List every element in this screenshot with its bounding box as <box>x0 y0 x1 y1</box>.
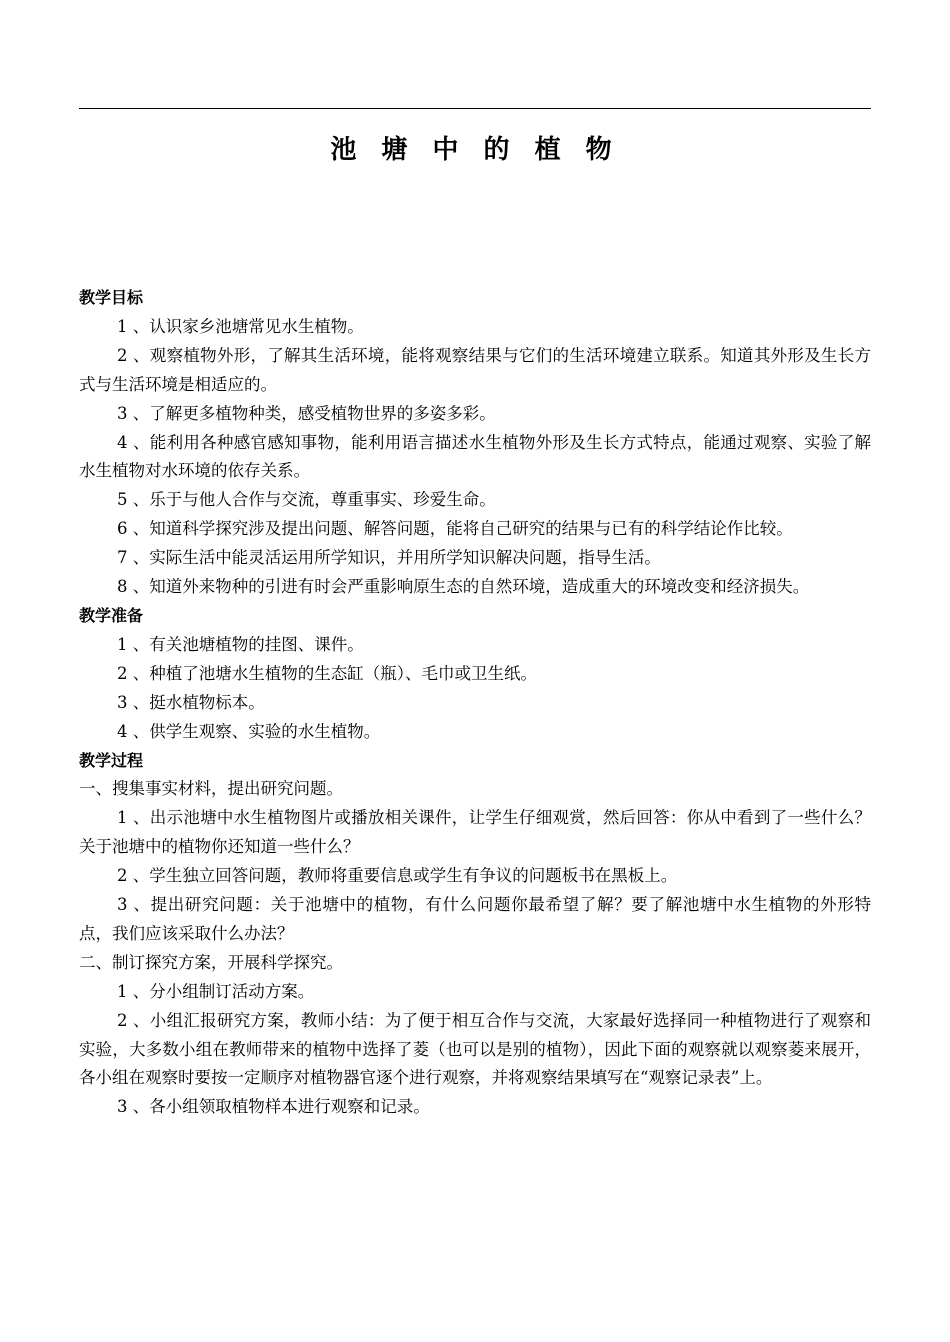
goal-item: 5 、乐于与他人合作与交流，尊重事实、珍爱生命。 <box>117 490 496 510</box>
process-item: 3 、提出研究问题：关于池塘中的植物，有什么问题你最希望了解？要了解池塘中水生植物的外形特点，我们应该采取什么办法？ <box>79 895 871 943</box>
goal-item: 4 、能利用各种感官感知事物，能利用语言描述水生植物外形及生长方式特点，能通过观察、实验了解水生植物对水环境的依存关系。 <box>79 432 871 481</box>
goal-item: 2 、观察植物外形，了解其生活环境，能将观察结果与它们的生活环境建立联系。知道其外形及生长方式与生活环境是相适应的。 <box>79 345 871 394</box>
goal-item: 7 、实际生活中能灵活运用所学知识，并用所学知识解决问题，指导生活。 <box>117 548 661 568</box>
preparation-item: 1 、有关池塘植物的挂图、课件。 <box>117 634 364 654</box>
section-heading-process: 教学过程 <box>79 750 144 770</box>
header-rule <box>79 108 871 109</box>
process-item: 2 、学生独立回答问题，教师将重要信息或学生有争议的问题板书在黑板上。 <box>117 866 678 886</box>
section-heading-preparation: 教学准备 <box>79 605 144 625</box>
preparation-item: 3 、挺水植物标本。 <box>117 692 265 712</box>
goal-item: 3 、了解更多植物种类，感受植物世界的多姿多彩。 <box>117 403 496 423</box>
process-item: 3 、各小组领取植物样本进行观察和记录。 <box>117 1097 430 1117</box>
document-title: 池 塘 中 的 植 物 <box>330 135 620 165</box>
process-item: 1 、分小组制订活动方案。 <box>117 981 315 1001</box>
goal-item: 8 、知道外来物种的引进有时会严重影响原生态的自然环境，造成重大的环境改变和经济损失。 <box>117 577 810 597</box>
process-item: 2 、小组汇报研究方案，教师小结：为了便于相互合作与交流，大家最好选择同一种植物进行了观察和实验，大多数小组在教师带来的植物中选择了菱（也可以是别的植物），因此下面的观察就以观察菱来展开，各小组在观察时要按一定顺序对植物器官逐个进行观察，并将观察结果填写在“观察记录表”上。 <box>79 1010 871 1088</box>
goal-item: 6 、知道科学探究涉及提出问题、解答问题，能将自己研究的结果与已有的科学结论作比较。 <box>117 519 793 539</box>
preparation-item: 2 、种植了池塘水生植物的生态缸（瓶）、毛巾或卫生纸。 <box>117 663 537 683</box>
process-part-title: 二、制订探究方案，开展科学探究。 <box>79 952 343 972</box>
section-heading-goals: 教学目标 <box>79 288 144 307</box>
preparation-item: 4 、供学生观察、实验的水生植物。 <box>117 721 381 741</box>
process-item: 1 、出示池塘中水生植物图片或播放相关课件，让学生仔细观赏，然后回答：你从中看到了一些什么？关于池塘中的植物你还知道一些什么？ <box>79 808 871 857</box>
process-part-title: 一、搜集事实材料，提出研究问题。 <box>79 779 343 799</box>
goal-item: 1 、认识家乡池塘常见水生植物。 <box>117 316 364 336</box>
document-body <box>79 284 871 1122</box>
